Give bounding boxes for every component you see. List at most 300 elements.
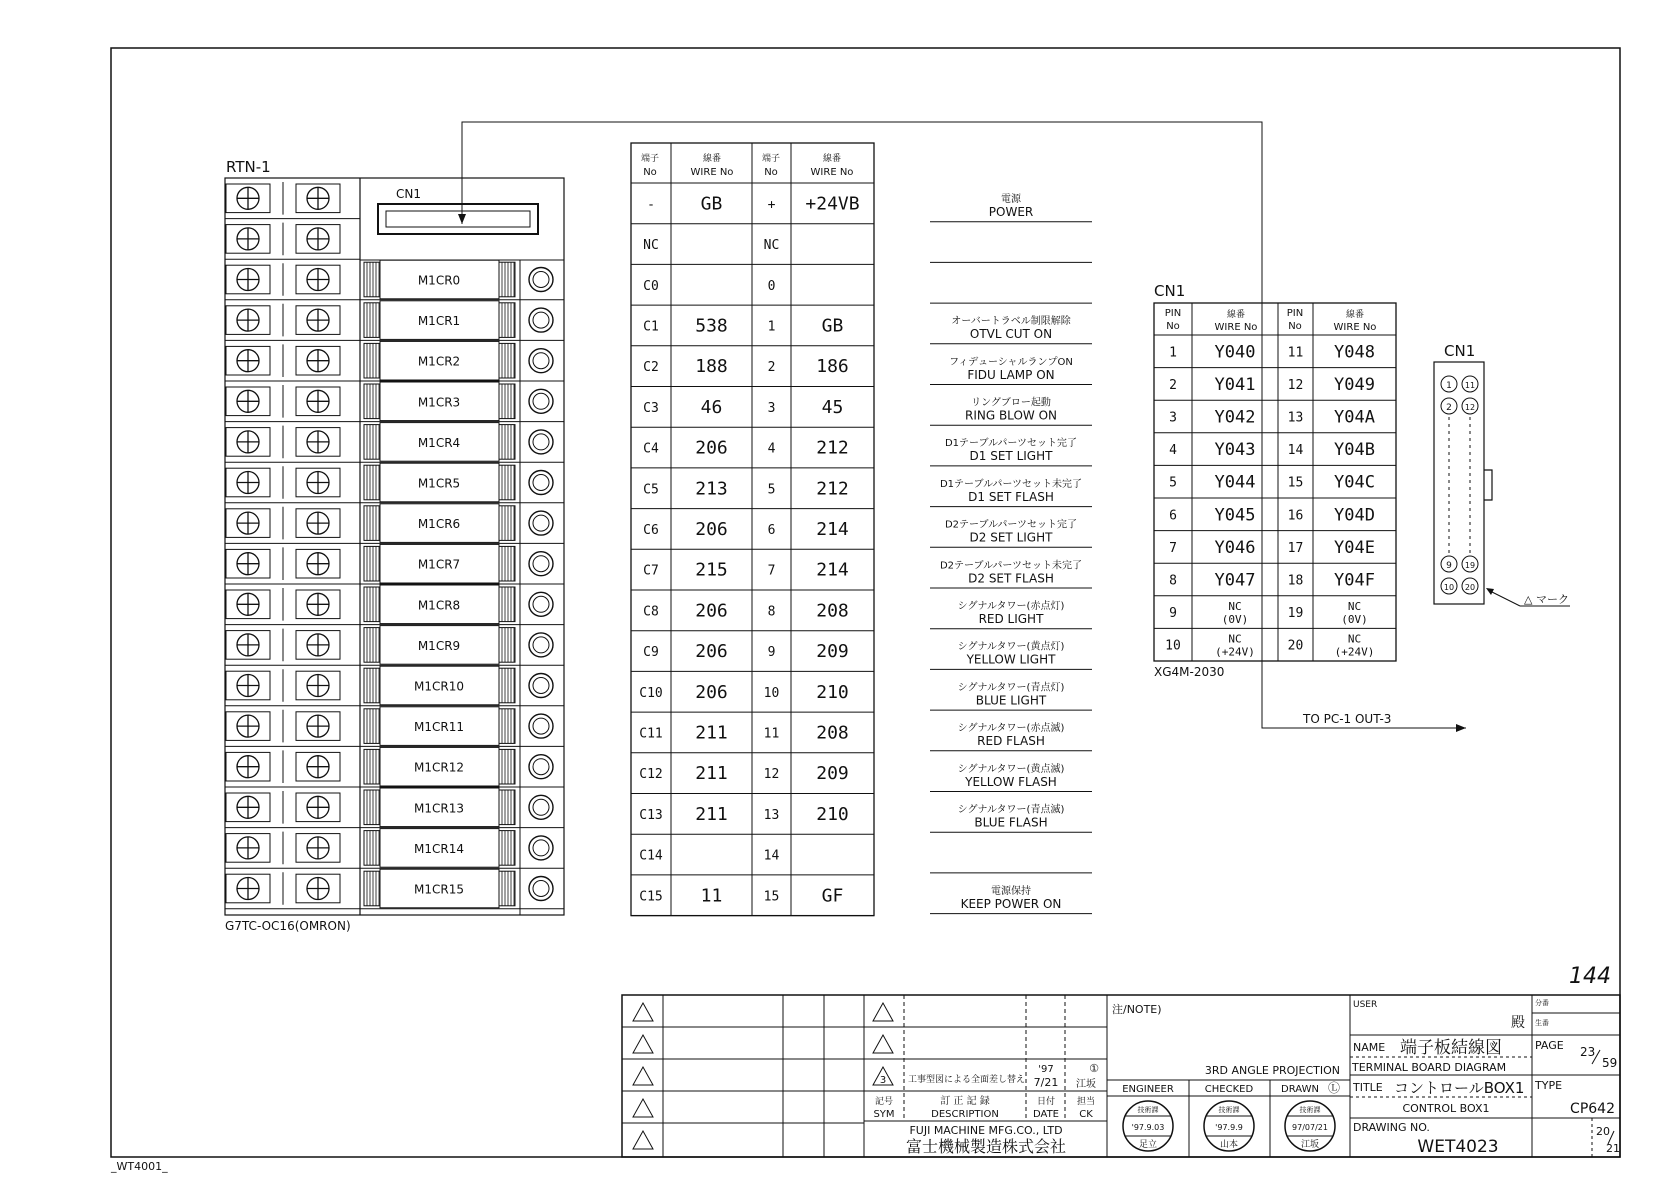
terminal-screw-icon <box>237 553 259 575</box>
relay-hatch <box>364 709 380 744</box>
checked-stamp-top: 技術課 <box>1218 1106 1240 1114</box>
function-label <box>930 396 1092 426</box>
terminal-screw-icon <box>237 350 259 372</box>
rev-header-desc-jp: 訂 正 記 録 <box>940 1096 990 1107</box>
relay-hatch <box>364 465 380 500</box>
terminal-screw-icon <box>237 390 259 412</box>
function-label-jp: シグナルタワー(赤点滅) <box>957 723 1065 735</box>
wire-no-1: 211 <box>695 722 728 744</box>
projection-label: 3RD ANGLE PROJECTION <box>1204 1064 1340 1077</box>
function-label <box>930 477 1092 507</box>
relay-board-title: RTN-1 <box>226 158 271 176</box>
engineer-stamp-top: 技術課 <box>1137 1106 1159 1114</box>
cn1-wire-header-2-jp: 線番 <box>1345 310 1365 320</box>
function-label-en: D2 SET LIGHT <box>969 530 1053 545</box>
terminal-screw-icon <box>307 472 329 494</box>
relay-indicator-icon <box>529 389 553 413</box>
pin-2-label: 2 <box>1446 403 1452 413</box>
wire-no-2: 208 <box>816 600 849 622</box>
function-label-jp: シグナルタワー(黄点灯) <box>957 641 1065 653</box>
board-row <box>225 869 564 909</box>
cn1-row <box>1169 440 1375 460</box>
board-row <box>225 301 564 341</box>
relay-hatch <box>499 384 515 419</box>
relay-hatch <box>364 546 380 581</box>
pin-no-1: 6 <box>1169 508 1177 524</box>
relay-indicator-icon <box>529 633 553 657</box>
relay-hatch <box>364 749 380 784</box>
terminal-row <box>643 356 849 377</box>
relay-label: M1CR2 <box>417 354 461 369</box>
function-label-jp: D1テーブルパーツセット未完了 <box>939 478 1083 490</box>
wire-no-2: 212 <box>816 478 849 500</box>
terminal-screw-icon <box>237 715 259 737</box>
function-label-en: YELLOW FLASH <box>965 774 1057 789</box>
cn1-wire-no-2: Y04F <box>1334 570 1375 591</box>
relay-indicator-icon <box>529 592 553 616</box>
wire-header-1-en: WIRE No <box>690 167 734 178</box>
cn1-table <box>1154 282 1396 679</box>
name-en: TERMINAL BOARD DIAGRAM <box>1352 1061 1507 1074</box>
function-label-jp: 電源保持 <box>991 885 1031 897</box>
relay-indicator-icon <box>529 836 553 860</box>
function-label-en: D1 SET FLASH <box>968 489 1054 504</box>
cn1-wire-no-1: Y043 <box>1214 440 1256 461</box>
function-label-jp: シグナルタワー(黄点滅) <box>957 763 1065 775</box>
pin-19-label: 19 <box>1464 561 1476 570</box>
terminal-no-2: 1 <box>767 319 776 335</box>
terminal-no-1: C11 <box>639 726 663 742</box>
relay-board <box>225 158 564 933</box>
cn1-pinout <box>1434 342 1570 606</box>
rev-header-sym-jp: 記号 <box>874 1097 894 1107</box>
terminal-screw-icon <box>237 309 259 331</box>
terminal-row <box>643 641 849 662</box>
sheet-num: 20 <box>1596 1125 1610 1138</box>
drawn-mark: Ⓛ <box>1327 1081 1341 1095</box>
name-jp: 端子板結線図 <box>1400 1038 1502 1058</box>
title-en: CONTROL BOX1 <box>1402 1102 1490 1115</box>
relay-label: M1CR5 <box>417 476 461 491</box>
board-row <box>225 260 564 300</box>
company-jp: 富士機械製造株式会社 <box>905 1137 1067 1156</box>
terminal-no-1: C3 <box>643 400 659 416</box>
wire-no-1: 206 <box>695 681 728 703</box>
term-header-1-en: No <box>643 167 657 178</box>
cn1-wire-no-1: Y045 <box>1214 505 1256 526</box>
cn1-wire-no-1: Y040 <box>1214 342 1256 363</box>
cn1-wire-no-1: Y047 <box>1214 570 1256 591</box>
wire-header-2-en: WIRE No <box>810 167 854 178</box>
relay-hatch <box>499 668 515 703</box>
rev-triangle-4 <box>633 1099 653 1117</box>
terminal-screw-icon <box>237 472 259 494</box>
function-label-en: FIDU LAMP ON <box>967 367 1055 382</box>
wire-header-1-jp: 線番 <box>702 154 722 164</box>
terminal-screw-icon <box>307 553 329 575</box>
function-label-en: D1 SET LIGHT <box>969 449 1053 464</box>
note-label: 注/NOTE) <box>1112 1003 1162 1016</box>
cn1-table-title: CN1 <box>1154 282 1186 300</box>
pin-header-1-bottom: No <box>1166 321 1180 332</box>
terminal-no-2: 8 <box>767 604 776 620</box>
drawing-no-label: DRAWING NO. <box>1353 1121 1430 1134</box>
cn1-row <box>1169 408 1375 428</box>
relay-hatch <box>499 628 515 663</box>
terminal-no-2: + <box>767 197 776 213</box>
user-honorific: 殿 <box>1511 1015 1525 1031</box>
terminal-screw-icon <box>237 878 259 900</box>
terminal-row <box>643 279 775 294</box>
relay-indicator-icon <box>529 471 553 495</box>
function-label-en: OTVL CUT ON <box>969 327 1053 342</box>
board-row <box>225 423 564 463</box>
terminal-table <box>631 143 874 916</box>
terminal-row <box>643 315 843 336</box>
wire-no-1: 211 <box>695 763 728 785</box>
cn1-wire-no-2: Y04B <box>1334 440 1375 461</box>
terminal-screw-icon <box>307 796 329 818</box>
drawn-stamp-mid: 97/07/21 <box>1292 1123 1328 1132</box>
function-label <box>930 314 1092 344</box>
cn1-wire-header-1-jp: 線番 <box>1226 310 1246 320</box>
board-row <box>225 382 564 422</box>
terminal-screw-icon <box>307 715 329 737</box>
rev-description: 工事型図による全面差し替え <box>908 1075 1026 1085</box>
function-label-jp: リングブロー起動 <box>971 397 1051 409</box>
cn1-wire-arrow-right <box>1456 724 1466 732</box>
cn1-wire-no-2: Y04A <box>1334 407 1375 428</box>
type-value: CP642 <box>1570 1101 1615 1117</box>
terminal-screw-icon <box>237 187 259 209</box>
relay-hatch <box>499 871 515 906</box>
cn1-wire-no-1: Y046 <box>1214 537 1256 558</box>
terminal-screw-icon <box>237 756 259 778</box>
terminal-no-2: 3 <box>767 400 776 416</box>
terminal-row <box>643 600 849 621</box>
terminal-screw-icon <box>307 675 329 697</box>
rev-triangle-1 <box>633 1003 653 1021</box>
term-header-2-en: No <box>764 167 778 178</box>
terminal-no-2: 14 <box>763 848 780 864</box>
terminal-no-1: C4 <box>643 441 659 457</box>
pin-no-2: 20 <box>1287 638 1304 654</box>
terminal-screw-icon <box>237 634 259 656</box>
terminal-screw-icon <box>307 593 329 615</box>
wire-no-2: 210 <box>816 803 849 825</box>
terminal-no-1: C10 <box>639 685 663 701</box>
wire-no-2: 214 <box>816 559 849 581</box>
pin-10-label: 10 <box>1443 583 1455 592</box>
pin-no-2: 18 <box>1287 573 1304 589</box>
terminal-no-1: C9 <box>643 645 659 661</box>
cn1-wire-no-2: Y048 <box>1334 342 1375 363</box>
engineer-stamp-mid: '97.9.03 <box>1131 1123 1165 1132</box>
board-row <box>225 788 564 828</box>
engineer-stamp <box>1123 1101 1173 1151</box>
relay-label: M1CR3 <box>417 395 461 410</box>
function-label-en: BLUE LIGHT <box>975 693 1047 708</box>
relay-label: M1CR7 <box>417 557 461 572</box>
terminal-no-2: 10 <box>763 685 780 701</box>
relay-label: M1CR9 <box>417 638 461 653</box>
terminal-no-2: 9 <box>767 645 776 661</box>
wire-no-2: 214 <box>816 518 849 540</box>
function-label-jp: シグナルタワー(青点滅) <box>957 804 1065 816</box>
terminal-screw-icon <box>307 187 329 209</box>
relay-label: M1CR13 <box>414 801 464 816</box>
cn1-pinout-key <box>1484 470 1492 500</box>
checked-stamp <box>1204 1101 1254 1151</box>
wire-no-2: 212 <box>816 437 849 459</box>
cn1-wire-no-2: Y04C <box>1334 472 1375 493</box>
wire-no-1: 206 <box>695 641 728 663</box>
page-total: 59 <box>1602 1056 1618 1070</box>
board-row <box>225 182 360 219</box>
rev-date-bottom: 7/21 <box>1033 1076 1059 1089</box>
board-row <box>225 747 564 787</box>
terminal-screw-icon <box>307 512 329 534</box>
function-label <box>930 356 1092 385</box>
relay-hatch <box>499 425 515 460</box>
function-label-jp: シグナルタワー(青点灯) <box>957 682 1065 694</box>
wire-header-2-jp: 線番 <box>822 154 842 164</box>
relay-label: M1CR4 <box>417 435 461 450</box>
wire-no-1: 215 <box>695 559 728 581</box>
page-num: 23 <box>1580 1045 1596 1059</box>
relay-indicator-icon <box>529 511 553 535</box>
sheet-label: 分番 <box>1535 999 1549 1007</box>
terminal-row <box>647 193 860 214</box>
checked-stamp-bot: 山本 <box>1219 1140 1239 1150</box>
pin-12-label: 12 <box>1464 403 1476 412</box>
relay-indicator-icon <box>529 308 553 332</box>
wire-no-2: 45 <box>821 396 844 418</box>
cn1-wire-no-2-sub: (+24V) <box>1334 645 1375 659</box>
relay-hatch <box>364 303 380 338</box>
terminal-no-1: NC <box>643 238 659 254</box>
pin-no-2: 12 <box>1287 377 1304 393</box>
relay-hatch <box>499 343 515 378</box>
relay-hatch <box>499 587 515 622</box>
terminal-no-1: C14 <box>639 848 663 864</box>
relay-hatch <box>499 790 515 825</box>
cn1-row <box>1169 538 1375 558</box>
wire-no-1: 206 <box>695 518 728 540</box>
terminal-row <box>639 885 843 906</box>
function-label-jp: D2テーブルパーツセット未完了 <box>939 560 1083 572</box>
board-row <box>225 829 564 869</box>
pin-no-1: 9 <box>1169 606 1177 622</box>
pin-header-2-bottom: No <box>1288 321 1302 332</box>
sheet-total: 21 <box>1606 1142 1620 1155</box>
terminal-no-2: 2 <box>767 360 776 376</box>
rev-triangle-3 <box>633 1067 653 1085</box>
function-label <box>930 762 1092 792</box>
title-block-outline <box>622 995 1620 1157</box>
relay-hatch <box>364 628 380 663</box>
drawing-frame <box>111 48 1620 1157</box>
function-label-en: D2 SET FLASH <box>968 571 1054 586</box>
mark-label: △ マーク <box>1524 593 1569 606</box>
wire-no-2: 209 <box>816 641 849 663</box>
relay-hatch <box>499 749 515 784</box>
terminal-row <box>639 849 779 864</box>
relay-hatch <box>364 262 380 297</box>
function-label <box>930 518 1092 548</box>
type-label: TYPE <box>1535 1079 1563 1092</box>
function-label-jp: オーバートラベル制限解除 <box>951 316 1071 328</box>
relay-hatch <box>499 709 515 744</box>
terminal-screw-icon <box>307 756 329 778</box>
relay-hatch <box>364 384 380 419</box>
function-labels <box>930 193 1092 914</box>
board-row <box>225 585 564 625</box>
mark-leader-arrow <box>1486 588 1494 595</box>
title-label: TITLE <box>1353 1081 1383 1094</box>
function-label <box>930 599 1092 629</box>
cn1-wire-no-1: Y042 <box>1214 407 1256 428</box>
function-label-en: YELLOW LIGHT <box>966 652 1056 667</box>
pin-header-1-top: PIN <box>1164 308 1182 319</box>
function-label-jp: シグナルタワー(赤点灯) <box>957 601 1065 612</box>
terminal-no-1: C1 <box>643 319 659 335</box>
terminal-no-2: 12 <box>763 767 780 783</box>
terminal-no-2: 11 <box>763 726 780 742</box>
relay-indicator-icon <box>529 268 553 292</box>
cn1-row <box>1165 633 1374 659</box>
relay-indicator-icon <box>529 674 553 698</box>
drawing-no: WET4023 <box>1417 1137 1499 1157</box>
relay-hatch <box>499 303 515 338</box>
rev-header-date-jp: 日付 <box>1036 1097 1056 1107</box>
cn1-wire-no-1-sub: (+24V) <box>1215 645 1255 659</box>
mark-leader <box>1488 590 1520 606</box>
relay-hatch <box>364 506 380 541</box>
rev-checker-mark: ① <box>1089 1062 1099 1075</box>
terminal-screw-icon <box>237 675 259 697</box>
terminal-no-2: 4 <box>767 441 776 457</box>
cn1-row <box>1169 473 1375 493</box>
pin-no-2: 14 <box>1287 443 1304 459</box>
relay-hatch <box>499 506 515 541</box>
wire-no-1: 11 <box>700 885 723 907</box>
terminal-no-1: C7 <box>643 563 659 579</box>
terminal-no-1: C0 <box>643 278 659 294</box>
terminal-no-1: C6 <box>643 522 659 538</box>
cn1-wire-header-1-en: WIRE No <box>1214 322 1258 333</box>
cn1-row <box>1169 571 1375 591</box>
wire-no-2: GB <box>821 315 844 337</box>
terminal-screw-icon <box>237 593 259 615</box>
terminal-row <box>643 238 779 253</box>
terminal-no-2: 15 <box>763 889 780 905</box>
rev-triangle-6 <box>873 1003 893 1021</box>
function-label <box>930 884 1092 914</box>
terminal-no-1: C5 <box>643 482 659 498</box>
wire-no-1: 46 <box>700 396 723 418</box>
relay-hatch <box>499 465 515 500</box>
pin-9-label: 9 <box>1446 561 1452 571</box>
cn1-row <box>1169 342 1375 362</box>
relay-indicator-icon <box>529 755 553 779</box>
wire-no-1: 538 <box>695 315 728 337</box>
relay-indicator-icon <box>529 349 553 373</box>
terminal-no-2: 6 <box>767 522 776 538</box>
wire-no-2: 208 <box>816 722 849 744</box>
wire-no-1: 188 <box>695 356 728 378</box>
board-row <box>225 666 564 706</box>
board-row <box>225 223 360 260</box>
terminal-screw-icon <box>307 390 329 412</box>
pin-no-2: 16 <box>1287 508 1304 524</box>
pin-no-1: 8 <box>1169 573 1177 589</box>
terminal-no-2: 0 <box>767 278 776 294</box>
relay-hatch <box>364 831 380 866</box>
relay-label: M1CR10 <box>414 679 464 694</box>
terminal-screw-icon <box>307 269 329 291</box>
relay-label: M1CR8 <box>417 598 461 613</box>
relay-label: M1CR11 <box>414 720 464 735</box>
rev-date-top: '97 <box>1038 1064 1054 1075</box>
cn1-wire-no-2-sub: (0V) <box>1341 613 1368 627</box>
terminal-screw-icon <box>237 796 259 818</box>
wire-no-2: 209 <box>816 763 849 785</box>
terminal-no-1: - <box>647 197 655 213</box>
terminal-screw-icon <box>307 431 329 453</box>
board-row <box>225 707 564 747</box>
term-header-2-jp: 端子 <box>761 154 781 164</box>
terminal-no-1: C8 <box>643 604 659 620</box>
rev-header-sym-en: SYM <box>873 1109 895 1120</box>
relay-hatch <box>499 262 515 297</box>
function-label <box>930 640 1092 670</box>
user-label: USER <box>1353 1000 1378 1010</box>
handwritten-number: 144 <box>1569 964 1611 989</box>
terminal-no-1: C15 <box>639 889 663 905</box>
cn1-connector-body <box>378 204 538 234</box>
rev-triangle-5 <box>633 1131 653 1149</box>
wire-no-1: 211 <box>695 803 728 825</box>
function-label-en: POWER <box>988 205 1034 219</box>
engineer-label: ENGINEER <box>1122 1084 1174 1095</box>
pin-no-1: 5 <box>1169 475 1177 491</box>
footer-code: _WT4001_ <box>111 1160 168 1173</box>
cn1-row <box>1169 600 1368 626</box>
cn1-model-label: XG4M-2030 <box>1154 665 1225 679</box>
cn1-wire-no-2: Y04E <box>1334 537 1375 558</box>
function-label-en: KEEP POWER ON <box>960 896 1062 911</box>
function-label-jp: 電源 <box>1001 194 1021 205</box>
relay-indicator-icon <box>529 552 553 576</box>
terminal-screw-icon <box>307 309 329 331</box>
terminal-screw-icon <box>307 350 329 372</box>
cn1-wire-header-2-en: WIRE No <box>1333 322 1377 333</box>
terminal-no-2: NC <box>763 238 780 254</box>
board-row <box>225 463 564 503</box>
name-label: NAME <box>1353 1041 1386 1054</box>
terminal-screw-icon <box>237 228 259 250</box>
cn1-wire-no-1: NC <box>1228 632 1242 646</box>
board-row <box>225 341 564 381</box>
board-row <box>225 626 564 666</box>
term-header-1-jp: 端子 <box>640 154 660 164</box>
function-label <box>930 680 1092 710</box>
function-label-jp: D1テーブルパーツセット完了 <box>944 438 1078 450</box>
wire-no-2: 210 <box>816 681 849 703</box>
rev-header-date-en: DATE <box>1032 1109 1060 1120</box>
terminal-screw-icon <box>237 431 259 453</box>
